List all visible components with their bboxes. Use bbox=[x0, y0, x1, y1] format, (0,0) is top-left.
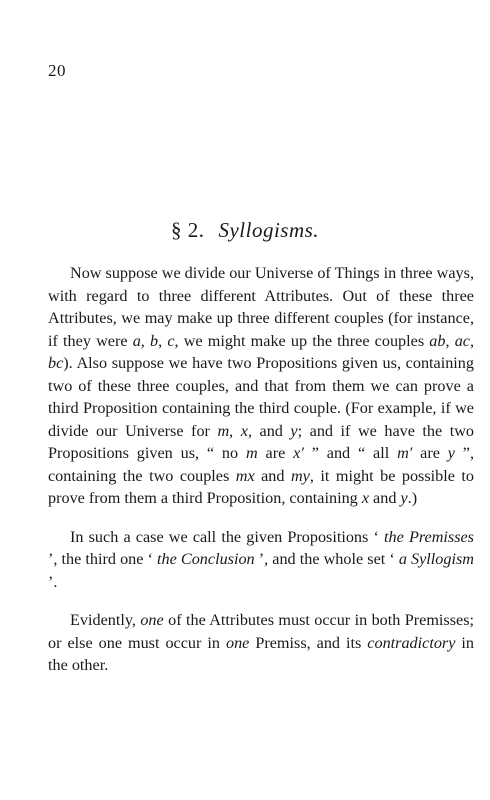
italic-run: x bbox=[240, 421, 248, 440]
italic-run: a Syllogism bbox=[398, 550, 474, 568]
page-number: 20 bbox=[48, 61, 66, 80]
section-heading bbox=[0, 218, 490, 243]
text-run: of the Attributes must occur in both Premisses; or else one must occur in bbox=[48, 611, 474, 652]
italic-run: y bbox=[400, 489, 408, 507]
italic-run: m bbox=[245, 444, 258, 462]
italic-run: mx bbox=[235, 466, 255, 485]
italic-run: one bbox=[225, 633, 250, 652]
text-run: ’, the third one ‘ bbox=[48, 550, 158, 568]
italic-run: ab bbox=[429, 331, 446, 350]
text-run: ’. bbox=[48, 572, 58, 591]
italic-run: ac bbox=[454, 331, 470, 350]
text-run: ”, containing the two couples bbox=[48, 444, 475, 485]
italic-run: bc bbox=[48, 354, 64, 372]
italic-run: one bbox=[140, 611, 164, 629]
italic-run: the Conclusion bbox=[157, 550, 255, 568]
italic-run: x′ bbox=[293, 444, 304, 462]
section-number: § 2. bbox=[170, 218, 205, 242]
paragraph bbox=[48, 609, 474, 677]
body-text bbox=[48, 262, 474, 677]
text-run: Premiss, and its bbox=[249, 633, 368, 652]
italic-run: c bbox=[167, 331, 175, 350]
italic-run: m bbox=[217, 421, 230, 440]
text-run: , bbox=[469, 331, 475, 350]
text-run: ). Also suppose we have two Propositions given us, containing two of these three couples, and that from them we can prove a third Proposition containing the third couple. (For example, if we divide our Universe for bbox=[48, 354, 474, 440]
section-title: Syllogisms. bbox=[218, 218, 320, 242]
text-run: Now suppose we divide our Universe of Things in three ways, with regard to three different Attributes. Out of these three Attributes, we may make up three different couples (for instance, if they were bbox=[48, 264, 474, 350]
text-run: are bbox=[257, 444, 294, 462]
italic-run: b bbox=[150, 331, 159, 350]
text-run: , bbox=[229, 421, 241, 440]
text-run: are bbox=[412, 444, 448, 462]
text-run: and bbox=[369, 489, 401, 507]
italic-run: y bbox=[290, 421, 298, 440]
italic-run: contradictory bbox=[367, 633, 456, 652]
text-run: and bbox=[254, 466, 291, 485]
text-run: , it might be possible to prove from them a third Proposition, containing bbox=[48, 466, 475, 507]
text-run: In such a case we call the given Propositions ‘ bbox=[70, 527, 385, 546]
italic-run: the Premisses bbox=[384, 527, 474, 546]
italic-run: m′ bbox=[397, 444, 413, 462]
italic-run: my bbox=[290, 466, 310, 485]
text-run: , bbox=[158, 331, 168, 350]
text-run: , bbox=[140, 331, 150, 350]
text-run: ’, and the whole set ‘ bbox=[254, 550, 399, 568]
text-run: , and bbox=[247, 421, 291, 440]
italic-run: y bbox=[447, 444, 455, 462]
text-run: , bbox=[445, 331, 455, 350]
text-run: ; and if we have the two Propositions given us, “ no bbox=[48, 421, 475, 462]
text-run: in the other. bbox=[48, 633, 475, 674]
text-run: .) bbox=[407, 489, 418, 507]
italic-run: x bbox=[361, 489, 369, 507]
paragraph bbox=[48, 262, 474, 510]
text-run: , we might make up the three couples bbox=[174, 331, 430, 350]
paragraph bbox=[48, 526, 474, 594]
italic-run: a bbox=[132, 331, 141, 350]
text-run: Evidently, bbox=[70, 611, 141, 629]
text-run: ” and “ all bbox=[303, 444, 398, 462]
